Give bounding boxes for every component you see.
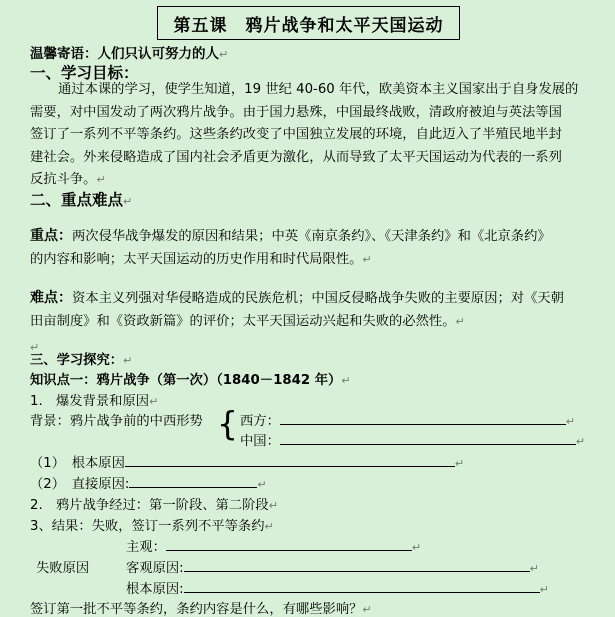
key-points-paragraph [30, 225, 610, 271]
key-line: 重点：两次侵华战争爆发的原因和结果；中英《南京条约》、《天津条约》和《北京条约》 [30, 228, 551, 244]
background-label: 背景：鸦片战争前的中西形势 [30, 414, 203, 429]
diff-label: 难点： [30, 290, 72, 306]
subjective-answer-line[interactable] [166, 538, 412, 551]
direct-cause-row: （2） 直接原因: ↵ [30, 477, 267, 492]
key-line: 的内容和影响；太平天国运动的历史作用和时代局限性。↵ [30, 251, 372, 267]
keypoints-heading: 二、重点难点↵ [30, 191, 133, 209]
blank-marks: ↵ [30, 341, 40, 354]
brace-icon: { [217, 404, 238, 443]
knowledge-point-1: 知识点一：鸦片战争（第一次）（1840－1842 年）↵ [30, 373, 351, 388]
key-label: 重点： [30, 228, 72, 244]
motto-text: 人们只认可努力的人 [97, 46, 219, 62]
question-text: 签订第一批不平等条约，条约内容是什么，有哪些影响？↵ [30, 602, 372, 617]
china-row: 中国： ↵ [240, 434, 586, 449]
objectives-line: 建社会。外来侵略造成了国内社会矛盾更为激化，从而导致了太平天国运动为代表的一系列 [30, 149, 562, 165]
item-3: 3、结果：失败，签订一系列不平等条约↵ [30, 519, 274, 534]
root-cause-row: （1） 根本原因 ↵ [30, 456, 465, 471]
west-answer-line[interactable] [280, 412, 566, 425]
objectives-line: 签订了一系列不平等条约。这些条约改变了中国独立发展的环境，自此迈入了半殖民地半封 [30, 127, 562, 143]
item-1: 1. 爆发背景和原因↵ [30, 394, 159, 409]
objectives-paragraph [30, 79, 610, 192]
objectives-heading: 一、学习目标： [30, 64, 139, 82]
objectives-line: 通过本课的学习，使学生知道，19 世纪 40-60 年代，欧美资本主义国家出于自身发展的 [58, 82, 579, 97]
root-cause-answer-line[interactable] [125, 454, 455, 467]
objectives-line: 需要，对中国发动了两次鸦片战争。由于国力悬殊，中国最终战败，清政府被迫与英法等国 [30, 104, 562, 120]
item-2: 2. 鸦片战争经过：第一阶段、第二阶段↵ [30, 498, 278, 513]
direct-cause-answer-line[interactable] [129, 475, 257, 488]
diff-line: 难点：资本主义列强对华侵略造成的民族危机；中国反侵略战争失败的主要原因；对《天朝 [30, 290, 564, 306]
objective-answer-line[interactable] [184, 559, 530, 572]
failure-reason-label: 失败原因 [36, 561, 90, 576]
difficulty-paragraph [30, 287, 610, 333]
objective-row: 客观原因: ↵ [126, 561, 539, 576]
lesson-title: 第五课 鸦片战争和太平天国运动 [157, 6, 460, 40]
west-row: 西方： ↵ [240, 414, 576, 429]
inquiry-heading: 三、学习探究：↵ [30, 353, 133, 368]
root-reason-row: 根本原因: ↵ [126, 582, 549, 597]
subjective-row: 主观： ↵ [126, 540, 422, 555]
china-answer-line[interactable] [280, 432, 576, 445]
objectives-line: 反抗斗争。↵ [30, 172, 106, 188]
diff-line: 田亩制度》和《资政新篇》的评价；太平天国运动兴起和失败的必然性。↵ [30, 313, 465, 329]
root-reason-answer-line[interactable] [184, 580, 540, 593]
motto-label: 温馨寄语： [30, 46, 98, 62]
motto: 温馨寄语：人们只认可努力的人↵ [30, 46, 229, 62]
